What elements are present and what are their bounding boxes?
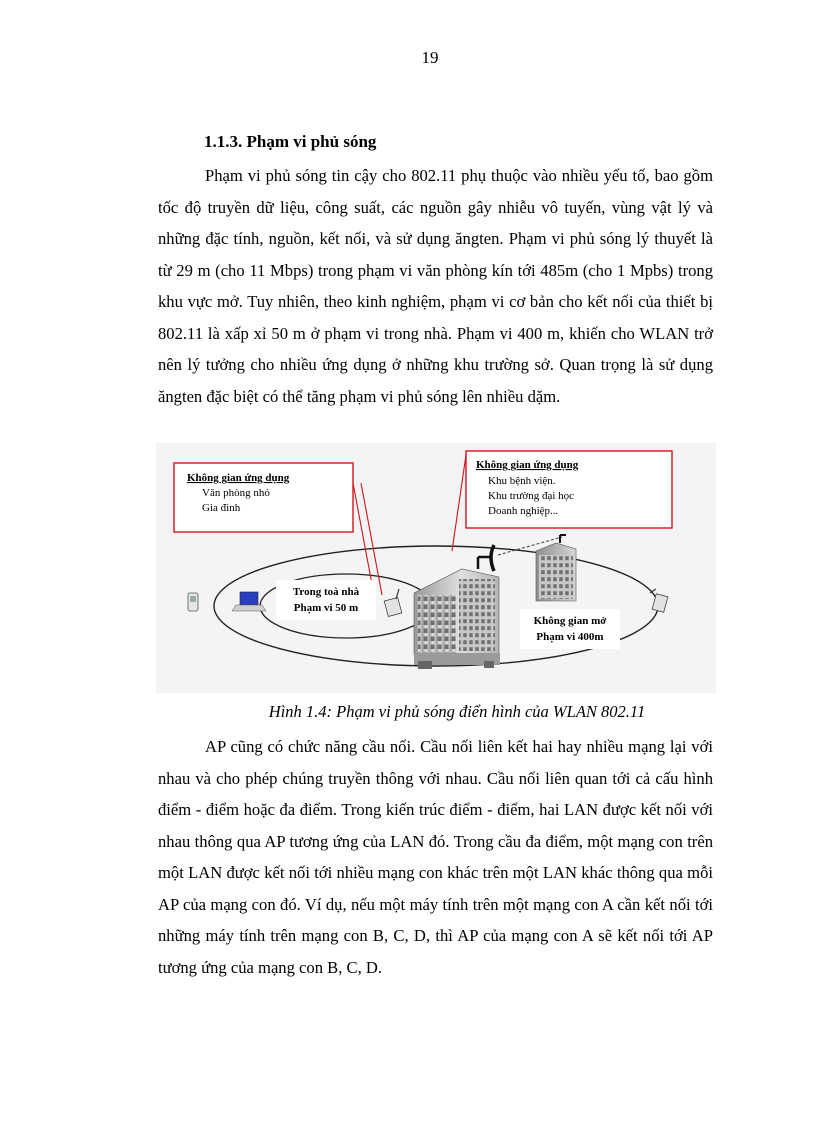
box-right-item: Doanh nghiệp... [488, 505, 559, 517]
wlan-coverage-figure [156, 443, 716, 693]
box-right-item: Khu trường đại học [488, 490, 575, 502]
paragraph-coverage: Phạm vi phủ sóng tin cậy cho 802.11 phụ thuộc vào nhiều yếu tố, bao gồm tốc độ truyền dữ liệu, công suất, các nguồn gây nhiễu vô tuyến, vùng vật lý và những đặc tính, nguồn, kết nối, và sử dụng ăngten. Phạm vi phủ sóng lý thuyết là từ 29 m (cho 11 Mbps) trong phạm vi văn phòng kín tới 485m (cho 1 Mpbs) trong khu vực mở. Tuy nhiên, theo kinh nghiệm, phạm vi cơ bản cho kết nối của thiết bị 802.11 là xấp xỉ 50 m ở phạm vi trong nhà. Phạm vi 400 m, khiến cho WLAN trở nên lý tưởng cho nhiều ứng dụng ở những khu trường sở. Quan trọng là sử dụng ăngten đặc biệt có thể tăng phạm vi phủ sóng lên nhiều dặm. [158, 166, 713, 406]
outdoor-label-line1: Không gian mở [533, 615, 607, 627]
handheld-device-icon-left [188, 593, 198, 611]
box-right-item: Khu bệnh viện. [488, 475, 556, 487]
page-number: 19 [421, 48, 439, 67]
indoor-label-line2: Phạm vi 50 m [293, 602, 359, 614]
paragraph-bridge: AP cũng có chức năng cầu nối. Cầu nối liên kết hai hay nhiều mạng lại với nhau và cho phép chúng truyền thông với nhau. Cầu nối liên quan tới cả cấu hình điểm - điểm hoặc đa điểm. Trong kiến trúc điểm - điểm, hai LAN được kết nối với nhau thông qua AP tương ứng của LAN đó. Trong cầu đa điểm, một mạng con trên một LAN được kết nối tới nhiều mạng con khác trên một LAN khác thông qua mỗi AP của mạng con đó. Ví dụ, nếu một máy tính trên một mạng con A cần kết nối tới những máy tính trên mạng con B, C, D, thì AP của mạng con A sẽ kết nối tới AP tương ứng của mạng con B, C, D. [158, 737, 713, 977]
section-heading: 1.1.3. Phạm vi phủ sóng [204, 132, 377, 151]
small-building-icon [484, 661, 494, 668]
small-building-icon [418, 661, 432, 669]
figure-caption: Hình 1.4: Phạm vi phủ sóng điển hình của WLAN 802.11 [268, 702, 646, 721]
indoor-label-line1: Trong toà nhà [292, 586, 360, 598]
box-left-item: Gia đình [202, 502, 241, 514]
box-left-title: Không gian ứng dụng [187, 472, 290, 484]
box-left-item: Văn phòng nhỏ [202, 487, 270, 499]
outdoor-label-line2: Phạm vi 400m [536, 631, 604, 643]
box-right-title: Không gian ứng dụng [476, 459, 579, 471]
